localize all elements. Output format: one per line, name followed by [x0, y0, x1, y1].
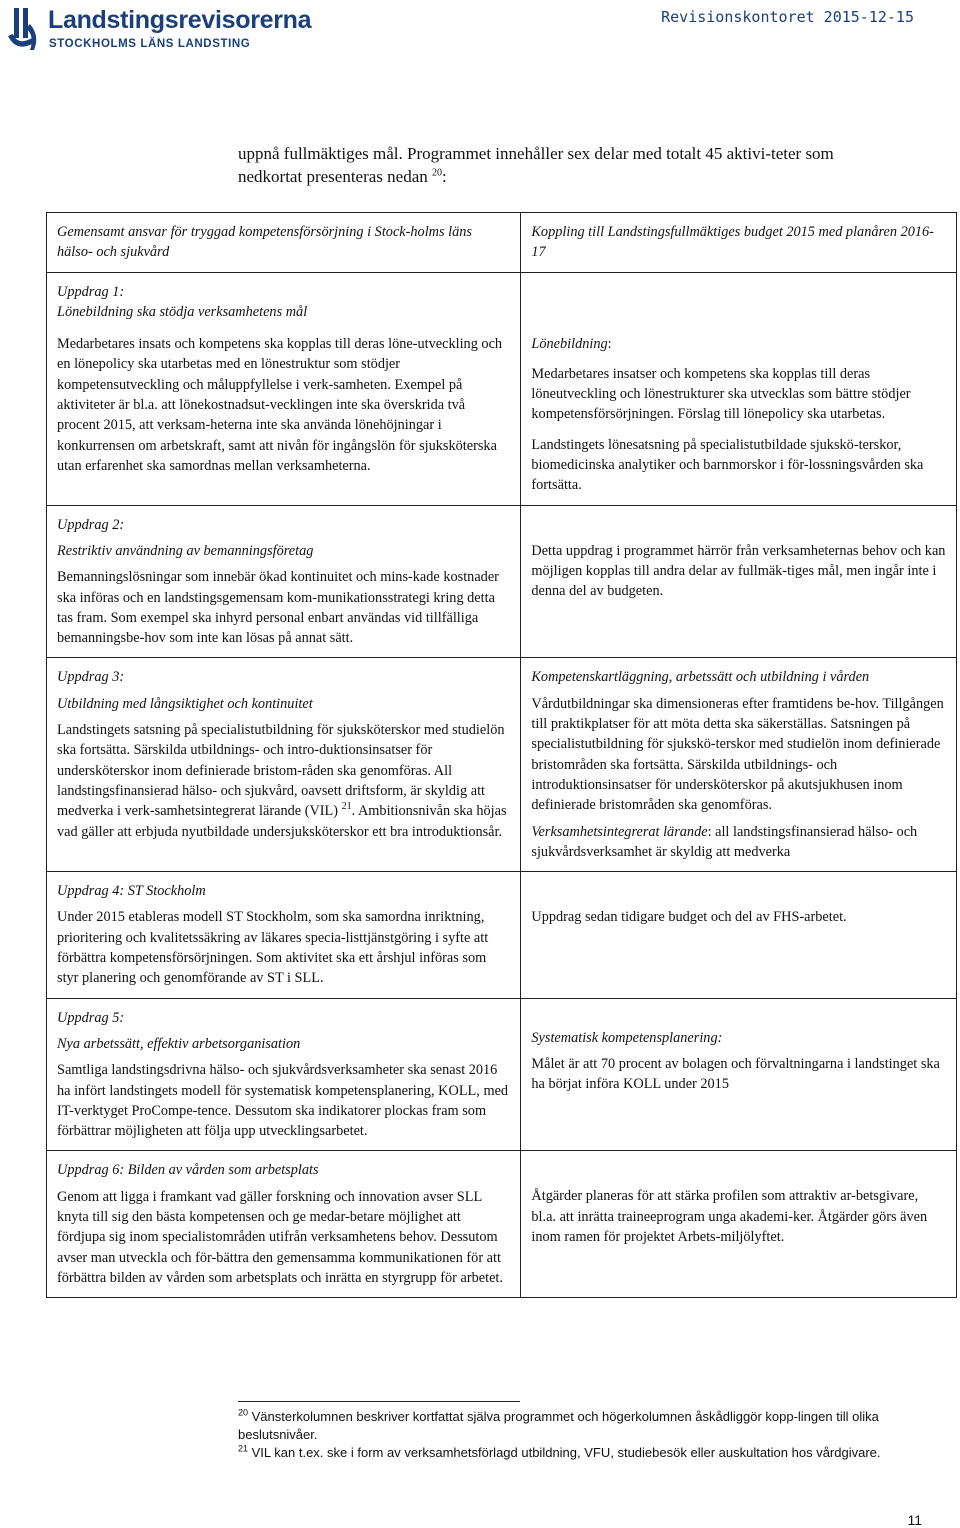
assignment-text: Samtliga landstingsdrivna hälso- och sjukvårdsverksamheter ska senast 2016 ha infört landstingets modell för systematisk kompetensplanering, KOLL, med IT-verktyget ProCompe-tence. Dessutom ska indikatorer plockas fram som förbättrar möjligheten att följa upp utvecklingsarbetet.: [57, 1062, 509, 1140]
budget-label: Verksamhetsintegrerat lärande: [531, 823, 708, 840]
footnote-ref-21: 21: [341, 801, 352, 813]
budget-label-block: [531, 334, 946, 354]
assignment-text: Medarbetares insats och kompetens ska kopplas till deras löne-utveckling och en lönepolicy ska utarbetas med en lönestruktur som stödjer kompetensutveckling och måluppfyllelse i verk-samheten. Exempel på aktiviteter är bl.a. att lönekostnadsut-vecklingen inte ska överskrida två procent 2015, att verksam-heterna inte ska använda lönehöjningar i konkurrensen om arbetskraft, samt att nivån för ingångslön för sjuksköterska utan erfarenhet ska samordnas mellan verksamheterna.: [57, 336, 503, 474]
assignment-title: Uppdrag 4: ST Stockholm: [57, 883, 206, 900]
footnotes: [238, 1408, 918, 1462]
assignment-title: Uppdrag 3:: [57, 669, 125, 686]
budget-text: Vårdutbildningar ska dimensioneras efter framtidens be-hov. Tillgången till praktikplatser för att möta detta ska säkerställas. Satsningen på specialistutbildning för sjukskö-terskor med studielön inom definierade bristområden ska fortsätta. Särskilda utbildnings- och introduktionsinsatser för undersköterskor på akutsjukhusen inom definierade bristområden ska genomföras.: [531, 695, 944, 814]
assignment-text-part: Landstingets satsning på specialistutbildning för sjuksköterskor med studielön ska fortsätta. Särskilda utbildnings- och intro-duktionsinsatser för undersköterskor inom definierade bristom-råden ska genomföras. All landstingsfinansierad hälso- och sjukvård, oavsett driftsform, är skyldig att medverka i verk-samhetsintegrerat lärande (VIL): [57, 722, 505, 820]
budget-text: Detta uppdrag i programmet härrör från verksamheternas behov och kan möjligen kopplas till andra delar av fullmäk-tiges mål, men ingår inte i denna del av budgeten.: [531, 542, 946, 600]
table-cell: [47, 658, 521, 872]
budget-text: Uppdrag sedan tidigare budget och del av FHS-arbetet.: [531, 909, 847, 926]
page-number: 11: [907, 1512, 922, 1528]
assignment-text: [57, 720, 510, 842]
assignment-title: Uppdrag 2:: [57, 516, 125, 533]
table-row: [47, 505, 957, 658]
assignment-title: Uppdrag 1:: [57, 283, 125, 300]
budget-text-tail: : all landstingsfinansierad hälso- och sjukvårdsverksamhet är skyldig att medverka: [531, 823, 918, 860]
table-cell: [521, 272, 957, 505]
table-row: [47, 872, 957, 998]
assignment-subtitle: Restriktiv användning av bemanningsföretag: [57, 542, 314, 559]
budget-heading: Kompetenskartläggning, arbetssätt och utbildning i vården: [531, 669, 870, 686]
table-cell: [521, 658, 957, 872]
budget-text: Målet är att 70 procent av bolagen och förvaltningarna i landstinget ska ha börjat införa KOLL under 2015: [531, 1055, 940, 1093]
org-subtitle: STOCKHOLMS LÄNS LANDSTING: [49, 38, 251, 50]
assignment-subtitle: Lönebildning ska stödja verksamhetens mål: [57, 303, 308, 320]
intro-paragraph: [238, 142, 898, 188]
right-column-heading: Koppling till Landstingsfullmäktiges budget 2015 med planåren 2016-17: [531, 224, 934, 261]
assignment-block: [57, 282, 510, 323]
program-table: [46, 212, 957, 1298]
assignment-title: Uppdrag 6: Bilden av vården som arbetsplats: [57, 1162, 319, 1179]
table-row: [47, 272, 957, 505]
left-column-heading: Gemensamt ansvar för tryggad kompetensförsörjning i Stock-holms läns hälso- och sjukvård: [57, 224, 472, 261]
budget-heading: Systematisk kompetensplanering:: [531, 1029, 723, 1046]
landstingsrevisorerna-logo-icon: [6, 6, 40, 52]
assignment-subtitle: Nya arbetssätt, effektiv arbetsorganisation: [57, 1035, 301, 1052]
footnote-ref-20: 20: [432, 167, 442, 179]
office-date: Revisionskontoret 2015-12-15: [661, 8, 914, 26]
budget-text: [531, 822, 946, 863]
assignment-text: Under 2015 etableras modell ST Stockholm, som ska samordna inriktning, prioritering och kvalitetssäkring av läkares specia-listtjänstgöring i syfte att förbättra kompetensförsörjningen. Som aktivitet ska ett årshjul införas som styr planering och genomförande av ST i SLL.: [57, 909, 489, 987]
footnote-text: VIL kan t.ex. ske i form av verksamhetsförlagd utbildning, VFU, studiebesök eller auskultation hos vårdgivare.: [248, 1445, 881, 1460]
budget-label-colon: :: [607, 335, 612, 352]
table-cell: [521, 872, 957, 998]
intro-tail: :: [442, 167, 447, 186]
budget-text: Landstingets lönesatsning på specialistutbildade sjukskö-terskor, biomedicinska analytiker och barnmorskor i för-lossningsvården ska fortsätta.: [531, 436, 924, 494]
table-row: [47, 658, 957, 872]
org-name: Landstingsrevisorerna: [48, 6, 312, 34]
assignment-title: Uppdrag 5:: [57, 1009, 125, 1026]
table-cell: [47, 213, 521, 273]
assignment-subtitle: Utbildning med långsiktighet och kontinuitet: [57, 695, 313, 712]
budget-label: Lönebildning: [531, 335, 608, 352]
table-row: [47, 213, 957, 273]
table-cell: [47, 272, 521, 505]
table-cell: [521, 213, 957, 273]
table-row: [47, 998, 957, 1151]
budget-text: Åtgärder planeras för att stärka profilen som attraktiv ar-betsgivare, bl.a. att inrätta traineeprogram unga akademi-ker. Åtgärder görs även inom ramen för projektet Arbets-miljölyftet.: [531, 1188, 928, 1245]
intro-text: uppnå fullmäktiges mål. Programmet innehåller sex delar med totalt 45 aktivi-teter som nedkortat presenteras nedan: [238, 144, 834, 186]
table-cell: [47, 872, 521, 998]
table-cell: [521, 505, 957, 658]
page-header: [0, 0, 960, 60]
assignment-text: Bemanningslösningar som innebär ökad kontinuitet och mins-kade kostnader ska införas och en landstingsgemensam kom-munikationsstrategi kring detta tas fram. Som exempel ska inhyrd personal enbart användas vid tillfälliga bemanningsbe-hov som inte kan lösas på annat sätt.: [57, 569, 499, 647]
table-cell: [47, 998, 521, 1151]
footnote-number: 21: [238, 1443, 249, 1454]
table-cell: [521, 998, 957, 1151]
table-cell: [47, 505, 521, 658]
assignment-text: Genom att ligga i framkant vad gäller forskning och innovation avser SLL knyta till sig den bästa kompetensen och ge medar-betare möjlighet att fördjupa sig inom specialistområden utifrån verksamhetens behov. Dessutom avser man utveckla och för-bättra den gemensamma kommunikationen för att förbättra bilden av vården som arbetsplats och inrätta en styrgrupp för arbetet.: [57, 1188, 503, 1286]
footnote: [238, 1408, 918, 1444]
budget-text: Medarbetares insatser och kompetens ska kopplas till deras löneutveckling och lönestrukturer ska utvecklas som bättre stödjer kompetensförsörjningen. Förslag till lönepolicy ska utarbetas.: [531, 365, 911, 423]
footnote-number: 20: [238, 1407, 249, 1418]
footnote-text: Vänsterkolumnen beskriver kortfattat själva programmet och högerkolumnen åskådliggör kopp-lingen till olika beslutsnivåer.: [238, 1409, 879, 1442]
assignment-text-tail: . Ambitionsnivån ska höjas vad gäller att erbjuda nyutbildade undersjuksköterskor ett bra introduktionsår.: [57, 803, 507, 840]
table-cell: [47, 1151, 521, 1298]
table-cell: [521, 1151, 957, 1298]
footnote-divider: [238, 1401, 520, 1402]
footnote: [238, 1444, 918, 1462]
table-row: [47, 1151, 957, 1298]
